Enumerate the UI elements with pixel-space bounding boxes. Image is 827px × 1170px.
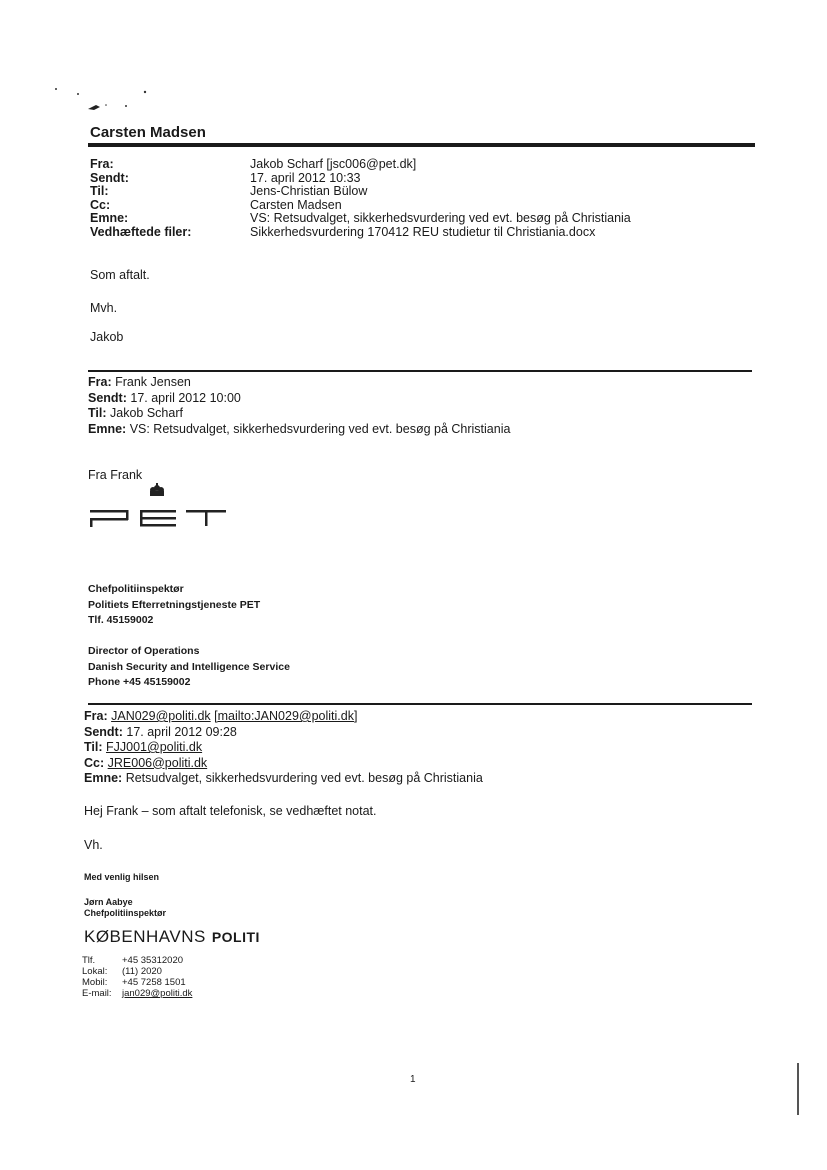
header-value: Jakob Scharf [jsc006@pet.dk]: [250, 157, 417, 171]
signature-line: Danish Security and Intelligence Service: [88, 660, 290, 673]
fwd-row-fra: [84, 709, 483, 725]
page-number: 1: [410, 1074, 416, 1085]
pet-logo-graphic: [88, 483, 233, 533]
header-row-til: [90, 185, 631, 199]
contact-value: +45 35312020: [122, 955, 184, 966]
pet-logo: [88, 483, 233, 533]
fwd-value: Frank Jensen: [115, 375, 191, 389]
fwd-key: Til:: [88, 406, 107, 420]
signature-line: Politiets Efterretningstjeneste PET: [88, 598, 261, 611]
signature-dk: [88, 582, 260, 629]
body-line: Mvh.: [90, 301, 118, 315]
attachment-name[interactable]: Sikkerhedsvurdering 170412 REU studietur til Christiania.docx: [250, 224, 596, 239]
fwd-row-cc: [84, 756, 483, 772]
email-link[interactable]: FJJ001@politi.dk: [106, 740, 203, 754]
fwd-row-emne: [84, 771, 483, 787]
fwd-value: Retsudvalget, sikkerhedsvurdering ved evt. besøg på Christiania: [125, 771, 483, 785]
contact-row: [82, 977, 192, 988]
contact-row: [82, 955, 192, 966]
fwd-value: VS: Retsudvalget, sikkerhedsvurdering ved evt. besøg på Christiania: [129, 421, 511, 436]
header-value: Carsten Madsen: [250, 197, 342, 212]
signature-en: [88, 644, 290, 691]
contact-row: [82, 966, 192, 977]
fwd-key: Cc:: [84, 755, 105, 770]
signer-title: Chefpolitiinspektør: [84, 908, 167, 918]
forward-rule: [88, 370, 752, 372]
header-row-fra: [90, 158, 631, 172]
sender-name: Carsten Madsen: [90, 124, 206, 141]
contact-key: Lokal:: [82, 966, 108, 977]
contact-key: Mobil:: [82, 977, 108, 988]
contact-value: (11) 2020: [122, 966, 162, 977]
signature-line: Tlf. 45159002: [88, 614, 154, 626]
contact-row: [82, 988, 192, 999]
email-link[interactable]: JAN029@politi.dk: [111, 709, 211, 723]
header-key: Cc:: [90, 197, 111, 212]
scan-edge-mark: [797, 1063, 799, 1115]
email-link[interactable]: JRE006@politi.dk: [107, 755, 208, 770]
fwd-row-til: [88, 406, 510, 422]
fwd-value: 17. april 2012 10:00: [130, 390, 241, 405]
politi-logo: [84, 927, 260, 947]
header-row-cc: [90, 199, 631, 213]
signature-line: Director of Operations: [88, 645, 200, 657]
politi-logo-city: KØBENHAVNS: [84, 927, 206, 946]
body-line: Som aftalt.: [90, 268, 150, 282]
politi-logo-word: POLITI: [211, 929, 260, 945]
fwd-key: Fra:: [84, 709, 108, 723]
header-value: Jens-Christian Bülow: [250, 184, 368, 199]
forward-rule: [88, 703, 752, 705]
forward2-closing: Vh.: [84, 838, 103, 852]
fwd-row-fra: [88, 375, 510, 391]
body-line: Jakob: [90, 330, 124, 344]
email-headers: [90, 158, 631, 240]
contact-key: Tlf.: [82, 955, 96, 966]
header-rule: [88, 143, 755, 147]
mailto-link[interactable]: [mailto:JAN029@politi.dk]: [214, 709, 358, 723]
email-link[interactable]: jan029@politi.dk: [122, 988, 193, 999]
fwd-key: Fra:: [88, 375, 112, 389]
header-row-sendt: [90, 172, 631, 186]
fwd-key: Emne:: [88, 421, 127, 436]
crown-icon: [150, 483, 164, 496]
greeting: Fra Frank: [88, 468, 143, 482]
header-value: VS: Retsudvalget, sikkerhedsvurdering ved evt. besøg på Christiania: [250, 211, 631, 226]
signer-name: Jørn Aabye: [84, 897, 133, 907]
contact-key: E-mail:: [82, 988, 112, 999]
fwd-key: Sendt:: [88, 390, 127, 405]
forward1-headers: [88, 375, 510, 437]
header-key: Sendt:: [90, 170, 129, 185]
fwd-key: Emne:: [84, 771, 123, 785]
header-value: 17. april 2012 10:33: [250, 170, 361, 185]
header-key: Til:: [90, 184, 109, 199]
specks-graphic: [50, 85, 160, 115]
forward2-headers: [84, 709, 483, 787]
signature-line: Chefpolitiinspektør: [88, 583, 184, 595]
header-row-attachments: [90, 226, 631, 240]
fwd-value: Jakob Scharf: [110, 406, 183, 420]
header-key: Fra:: [90, 157, 114, 171]
signature-line: Phone +45 45159002: [88, 676, 191, 688]
header-key: Vedhæftede filer:: [90, 224, 192, 239]
fwd-key: Til:: [84, 740, 103, 754]
header-key: Emne:: [90, 211, 129, 226]
fwd-row-emne: [88, 422, 510, 438]
fwd-row-sendt: [84, 725, 483, 741]
contact-value: +45 7258 1501: [122, 977, 186, 988]
fwd-value: 17. april 2012 09:28: [126, 724, 237, 739]
header-row-emne: [90, 212, 631, 226]
regards: Med venlig hilsen: [84, 872, 160, 882]
fwd-row-sendt: [88, 391, 510, 407]
scan-specks: [50, 85, 160, 115]
forward2-body: Hej Frank – som aftalt telefonisk, se vedhæftet notat.: [84, 804, 377, 818]
contact-block: [82, 955, 192, 999]
fwd-key: Sendt:: [84, 724, 123, 739]
fwd-row-til: [84, 740, 483, 756]
